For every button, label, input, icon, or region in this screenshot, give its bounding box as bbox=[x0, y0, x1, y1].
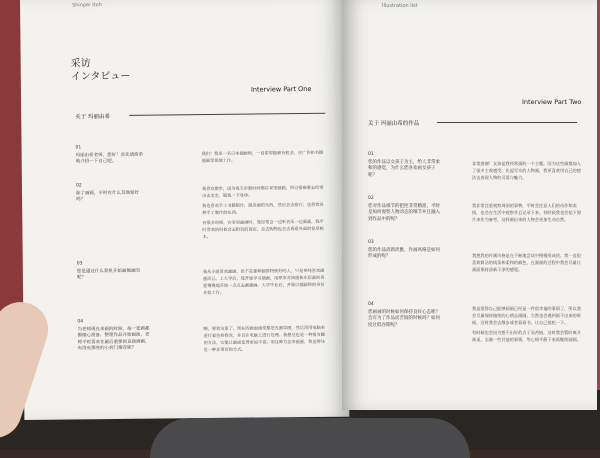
section-title: Interview Part One bbox=[250, 84, 312, 94]
question-number: 01 bbox=[368, 152, 374, 157]
question-text: 您是通过什么契机开始画插画的呢？ bbox=[76, 268, 140, 281]
question-text: 玛丽由希老师，您好！首先请简单地介绍一下自己吧。 bbox=[75, 152, 144, 165]
question-text: 您对作品细节的把控非常精准，平时是如何观察人物动态的细节并且融入到作品中的呢？ bbox=[368, 203, 440, 222]
answer-paragraph: 我们！我是一名日本插画师，一直希望能够有机会，在广告和书籍插画等领域工作。 bbox=[201, 149, 324, 164]
left-running-head: Shinpei Itoh bbox=[72, 2, 102, 9]
question-number: 03 bbox=[368, 240, 374, 245]
title-line-1: 采访 bbox=[70, 58, 91, 70]
question-number: 02 bbox=[75, 183, 82, 189]
question-text: 您的作品清新淡雅，作画风格是如何形成的呢？ bbox=[368, 247, 440, 259]
section-rule bbox=[437, 122, 577, 123]
question-text: 当老师现在来画的时候，每一张画都都细心准备，整理作品开始画面，老师平时喜欢在最后重要的直接画画，有没有那些的小窍门推荐呢？ bbox=[77, 326, 150, 352]
answer-paragraph: 有很多时候，在家里画画时，我经常会一边听音乐一边画画，我平时喜欢的时候会去附近的商店，会去购物也会去看看外面的花草树木。 bbox=[202, 218, 324, 240]
question-item bbox=[368, 152, 440, 179]
open-book bbox=[10, 0, 595, 425]
answer-block bbox=[472, 305, 582, 346]
page-title-block bbox=[71, 57, 131, 84]
section-rule bbox=[129, 113, 325, 116]
answer-block bbox=[202, 184, 328, 243]
question-text: 除了画画，平时有什么其他爱好吗？ bbox=[76, 190, 140, 203]
answer-block bbox=[472, 252, 582, 276]
left-page bbox=[20, 0, 349, 420]
answer-block bbox=[203, 324, 328, 356]
sub-heading: 关于 玛丽由希的作品 bbox=[368, 121, 420, 127]
question-number: 02 bbox=[368, 196, 374, 201]
question-item bbox=[77, 261, 147, 282]
answer-paragraph: 我非常注重观察周围的事物，平时会注意人们的动作和表情，也会在生活中观察并且记录下来。有时候我也会拍下照片来作为参考，这样画出来的人物会更加生动自然。 bbox=[472, 203, 581, 222]
answer-paragraph: 我想我的作画风格是在不断地尝试中慢慢形成的。我一直很喜欢简洁的线条和柔和的颜色，在画画的过程中我会尽量让画面保持清新干净的感觉。 bbox=[472, 253, 581, 272]
answer-paragraph: 我是觉得自己能够画画已经是一件很幸福的事情了，所以我会尽量保持愉快的心情去画画。当然也会遇到画不出来的时候，这时我会去散步或者看看书，让自己放松一下。 bbox=[472, 306, 581, 325]
question-item bbox=[77, 319, 149, 353]
answer-paragraph: 我喜欢散步，因为每天步数时间都在家里画画，所以很难要去经常出去走走，锻炼一下身体。 bbox=[201, 184, 324, 199]
question-item bbox=[368, 240, 440, 261]
question-item bbox=[368, 302, 440, 329]
answer-block bbox=[203, 267, 328, 299]
answer-block bbox=[202, 149, 327, 167]
section-title: Interview Part Two bbox=[522, 98, 582, 106]
question-number: 04 bbox=[368, 302, 374, 307]
question-number: 01 bbox=[75, 145, 82, 151]
answer-paragraph: 啊，要看这里了。现在的画面通常都是先画草图，然后再用电脑来进行着色和修改，并且在电脑上进行处理。我想这也是一种很有趣的方法，它能让画面变得更加丰富。用这种方法来画画，我觉得这是一种非常好的方式。 bbox=[203, 324, 326, 353]
question-number: 03 bbox=[76, 261, 83, 267]
answer-paragraph: 非常感谢！女孩是我经常画的一个主题。因为这些画都加入了很多主观感受，比起写实的人物画，我更喜欢用自己的想法去表现人物的可爱与魅力。 bbox=[472, 161, 581, 180]
question-text: 您画画的时候如何保持良好心态呢？会有为了作品而苦恼的时候吗？如何度过低谷期呢？ bbox=[368, 309, 440, 328]
answer-paragraph: 有时候也会因为想不出好的点子而苦恼，这时我会暂时离开画桌，去做一些其他的事情，等心情平静下来再继续画画。 bbox=[472, 330, 581, 342]
question-item bbox=[368, 196, 440, 223]
right-page bbox=[342, 0, 597, 410]
title-line-2: インタビュー bbox=[70, 70, 131, 83]
question-item bbox=[76, 183, 146, 204]
answer-paragraph: 我也喜欢手工书籍制作，做美丽的东西，然后会去旅行，也喜欢各种手工制作的东西。 bbox=[202, 201, 324, 216]
answer-block bbox=[472, 160, 582, 184]
right-running-head: Illustration list bbox=[382, 3, 418, 9]
question-item bbox=[76, 145, 146, 166]
sub-heading: 关于 玛丽由希 bbox=[75, 114, 111, 121]
answer-paragraph: 我从小就喜欢画画，但不是那种画得特别好的人，只是单纯喜欢画画而已。上大学后，我开始学习插画，用原来对油画和水彩画的喜爱慢慢地开始一点点去画插画。大学毕业后，开始以插画师的身份开始工作。 bbox=[202, 267, 325, 296]
question-number: 04 bbox=[77, 319, 84, 325]
answer-block bbox=[472, 202, 582, 226]
reader-sleeve bbox=[150, 418, 470, 458]
question-text: 您的作品以女孩子为主，给人非常柔和的感觉，为什么您喜欢画女孩子呢？ bbox=[368, 159, 440, 178]
